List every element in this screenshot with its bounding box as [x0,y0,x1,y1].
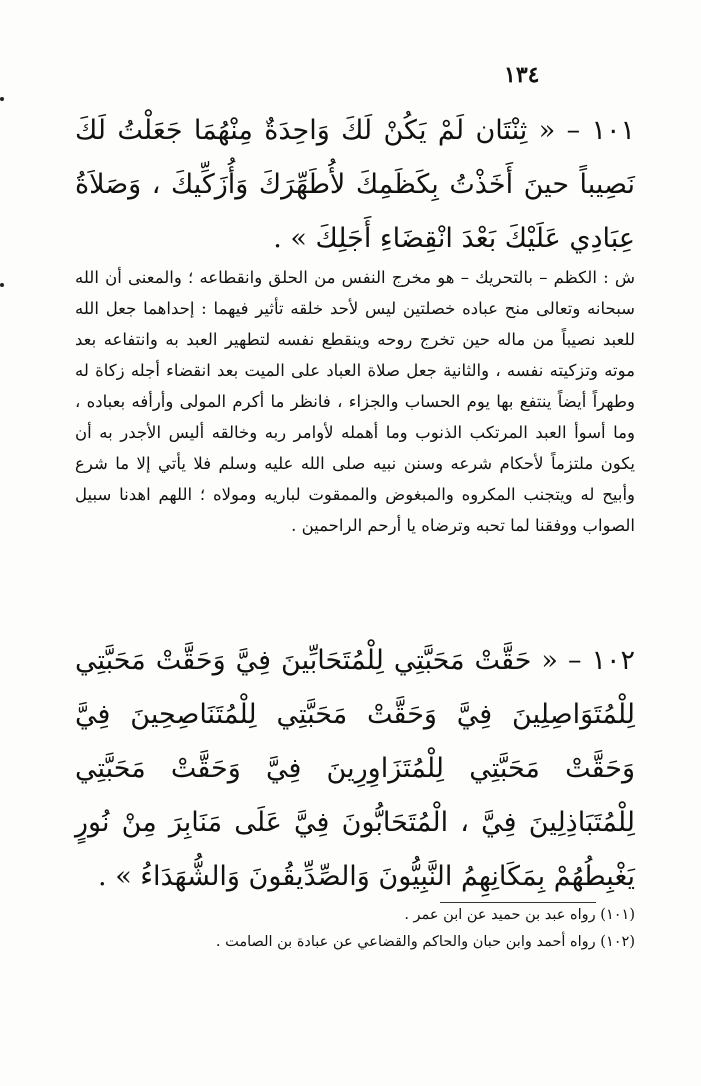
margin-mark [0,97,4,101]
page-number: ١٣٤ [504,62,540,88]
footnote-102: (١٠٢) رواه أحمد وابن حبان والحاكم والقضاعي عن عبادة بن الصامت . [215,934,635,950]
footnotes [75,902,635,956]
hadith-102-text: ١٠٢ – « حَقَّتْ مَحَبَّتِي لِلْمُتَحَابِّينَ فِيَّ وَحَقَّتْ مَحَبَّتِي لِلْمُتَوَاصِلِينَ فِيَّ وَحَقَّتْ مَحَبَّتِي لِلْمُتَنَاصِحِينَ فِيَّ وَحَقَّتْ مَحَبَّتِي لِلْمُتَزَاوِرِينَ فِيَّ وَحَقَّتْ مَحَبَّتِي لِلْمُتَبَاذِلِينَ فِيَّ ، الْمُتَحَابُّونَ فِيَّ عَلَى مَنَابِرَ مِنْ نُورٍ يَغْبِطُهُمْ بِمَكَانِهِمُ النَّبِيُّونَ وَالصِّدِّيقُونَ وَالشُّهَدَاءُ » . [75,645,635,892]
hadith-101-text: ١٠١ – « ثِنْتَان لَمْ يَكُنْ لَكَ وَاحِدَةٌ مِنْهُمَا جَعَلْتُ لَكَ نَصِيباً حينَ أَخَذْتُ بِكَظَمِكَ لأُطَهِّرَكَ وَأُزَكِّيكَ ، وَصَلاَةُ عِبَادِي عَلَيْكَ بَعْدَ انْقِضَاءِ أَجَلِكَ » . [75,115,635,254]
margin-mark [0,283,4,287]
commentary-text: ش : الكظم – بالتحريك – هو مخرج النفس من الحلق وانقطاعه ؛ والمعنى أن الله سبحانه وتعالى منح عباده خصلتين ليس لأحد خلقه تأثير فيهما : إحداهما جعل الله للعبد نصيباً من ماله حين تخرج روحه وينقطع نفسه لتطهير العبد به وانتفاعه بعد موته وتزكيته نفسه ، والثانية جعل صلاة العباد على الميت بعد انقضاء أجله زكاة له وطهراً أيضاً ينتفع بها يوم الحساب والجزاء ، فانظر ما أكرم المولى وأرأفه بعباده ، وما أسوأ العبد المرتكب الذنوب وما أهمله لأوامر ربه وخالقه أليس الأجدر به أن يكون ملتزماً لأحكام شرعه وسنن نبيه صلى الله عليه وسلم فلا يأتي إلا ما شرع وأبيح له ويتجنب المكروه والمبغوض والممقوت لباريه ومولاه ؛ اللهم اهدنا سبيل الصواب ووفقنا لما تحبه وترضاه يا أرحم الراحمين . [75,268,635,535]
footnote-101: (١٠١) رواه عبد بن حميد عن ابن عمر . [404,907,635,923]
